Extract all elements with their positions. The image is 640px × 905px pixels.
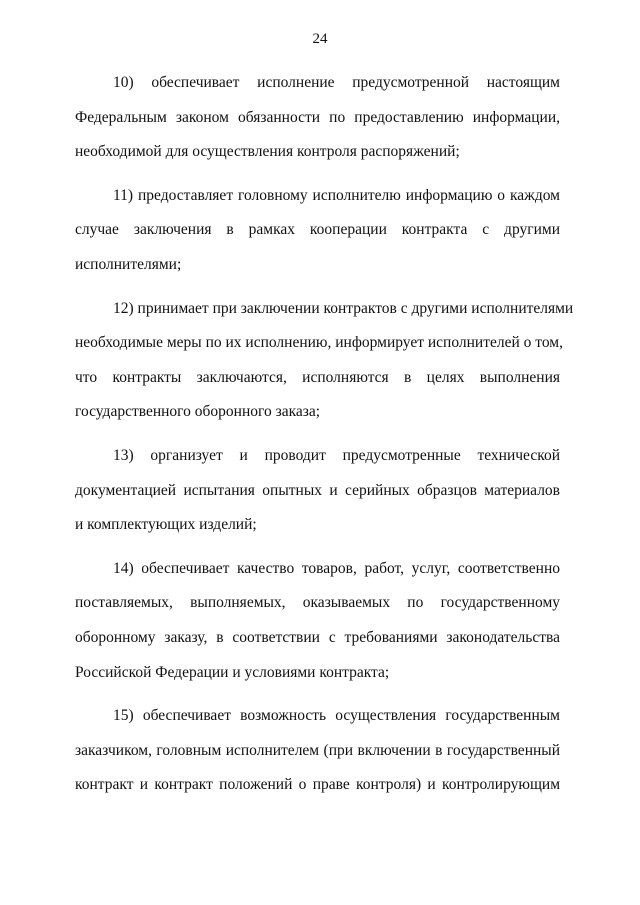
paragraph-12 — [75, 292, 574, 430]
text-line: случае заключения в рамках кооперации контракта с другими — [75, 221, 560, 239]
text-line: что контракты заключаются, исполняются в целях выполнения — [75, 368, 560, 386]
text-line: 10) обеспечивает исполнение предусмотренной настоящим — [113, 74, 560, 91]
document-body — [75, 66, 574, 812]
paragraph-15 — [75, 699, 560, 803]
text-line: поставляемых, выполняемых, оказываемых по государственному — [75, 594, 560, 612]
text-line: государственного оборонного заказа; — [75, 403, 321, 421]
text-line: оборонному заказу, в соответствии с требованиями законодательства — [75, 628, 560, 646]
page-number: 24 — [312, 31, 328, 47]
text-line: заказчиком, головным исполнителем (при включении в государственный — [75, 741, 560, 759]
text-line: и комплектующих изделий; — [75, 516, 257, 534]
text-line: необходимые меры по их исполнению, информирует исполнителей о том, — [75, 334, 563, 352]
text-line: Российской Федерации и условиями контракта; — [75, 663, 390, 681]
paragraph-11 — [75, 179, 560, 283]
text-line: контракт и контракт положений о праве контроля) и контролирующим — [75, 776, 560, 794]
paragraph-13 — [75, 439, 560, 543]
text-line: 13) организует и проводит предусмотренные технической — [113, 446, 560, 464]
text-line: исполнителями; — [75, 255, 182, 273]
text-line: 12) принимает при заключении контрактов с другими исполнителями — [113, 299, 574, 317]
text-line: Федеральным законом обязанности по предоставлению информации, — [75, 108, 560, 126]
text-line: необходимой для осуществления контроля распоряжений; — [75, 143, 460, 161]
paragraph-10 — [75, 66, 560, 170]
text-line: документацией испытания опытных и серийных образцов материалов — [75, 481, 560, 499]
text-line: 11) предоставляет головному исполнителю информацию о каждом — [113, 186, 560, 204]
text-line: 14) обеспечивает качество товаров, работ, услуг, соответственно — [113, 559, 560, 577]
paragraph-14 — [75, 552, 560, 690]
text-line: 15) обеспечивает возможность осуществления государственным — [113, 707, 560, 725]
